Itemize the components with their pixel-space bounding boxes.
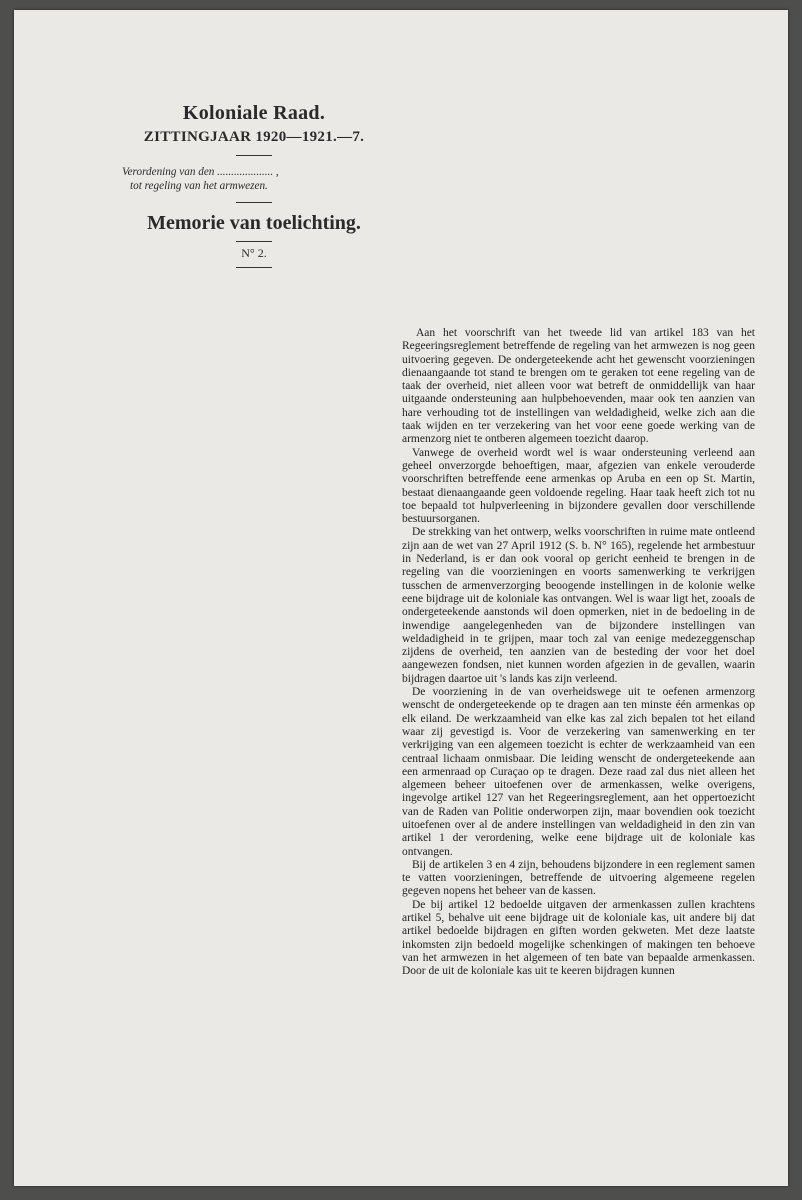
ordinance-line-2: tot regeling van het armwezen. — [130, 180, 268, 192]
document-number: N° 2. — [241, 246, 267, 260]
council-name: Koloniale Raad. — [182, 102, 326, 124]
session-year: ZITTINGJAAR 1920—1921.—7. — [143, 129, 365, 145]
divider — [236, 202, 272, 203]
paragraph: Aan het voorschrift van het tweede lid van artikel 183 van het Regeeringsreglement betreffende de regeling van het armwezen is nog geen uitvoering gegeven. De ondergeteekende acht het gewenscht voorzieningen dienaangaande tot stand te brengen om te geraken tot eene regeling van de taak der overheid, niet alleen voor wat betreft de onmiddellijk van haar uitgaande ondersteuning aan hulpbehoevenden, maar ook ten aanzien van hare verhouding tot de instellingen van weldadigheid, welke zich aan die taak wijden en ter verzekering van het voor eene goede werking van de armenzorg niet te ontberen algemeen toezicht daarop. — [402, 327, 755, 446]
paragraph: De bij artikel 12 bedoelde uitgaven der armenkassen zullen krachtens artikel 5, behalve uit eene bijdrage uit de koloniale kas, uit andere bij dat artikel bedoelde bijdragen en giften worden gekweten. Met deze laatste inkomsten zijn bedoeld mogelijke schenkingen of makingen ten behoeve van het armwezen in het algemeen of ten bate van bepaalde armenkassen. Door de uit de koloniale kas uit te keeren bijdragen kunnen — [402, 898, 755, 978]
paragraph: De strekking van het ontwerp, welks voorschriften in ruime mate ontleend zijn aan de wet van 27 April 1912 (S. b. N° 165), regelende het armbestuur in Nederland, is er dan ook vooral op gericht eenheid te brengen in de regeling van die voorzieningen en voorts samenwerking te verkrijgen tusschen de armenverzorging beoogende instellingen in de kolonie welke eene bijdrage uit de koloniale kas ontvangen. Wel is waar ligt het, zooals de ondergeteekende aanstonds wil doen opmerken, niet in de bedoeling in de inwendige aangelegenheden van de bijzondere instellingen van weldadigheid in te grijpen, maar toch zal van eenige medezeggenschap zijdens de overheid, ten aanzien van de besteding der voor het doel aangewezen fondsen, niet kunnen worden afgezien in de gevallen, waarin bijdragen daartoe uit 's lands kas zijn verleend. — [402, 526, 755, 685]
paragraph: Bij de artikelen 3 en 4 zijn, behoudens bijzondere in een reglement samen te vatten voorzieningen, betreffende de uitvoering algemeene regelen gegeven nopens het beheer van de kassen. — [402, 858, 755, 898]
ordinance-description — [122, 165, 394, 193]
document-header — [114, 102, 394, 274]
paragraph: Vanwege de overheid wordt wel is waar ondersteuning verleend aan geheel onverzorgde behoeftigen, maar, afgezien van enkele verouderde voorschriften betreffende eene armenkas op Aruba en een op St. Martin, bestaat dienaangaande geen voldoende regeling. Haar taak heeft zich tot nu toe bepaald tot hulpverleening in bijzondere gevallen door verschillende bestuursorganen. — [402, 446, 755, 526]
divider — [236, 241, 272, 242]
body-text — [402, 327, 755, 979]
document-title: Memorie van toelichting. — [147, 212, 361, 234]
divider — [236, 155, 272, 156]
paragraph: De voorziening in de van overheidswege uit te oefenen armenzorg wenscht de ondergeteekende op te dragen aan ten minste één armenkas op elk eiland. De werkzaamheid van elke kas zal zich bepalen tot het eiland waar zij gevestigd is. Voor de verzekering van samenwerking en ter verkrijging van een algemeen toezicht is echter de werkzaamheid van een centraal lichaam onmisbaar. Die leiding wenscht de ondergeteekende aan een armenraad op Curaçao op te dragen. Deze raad zal dus niet alleen het algemeen beheer uitoefenen over de armenkassen, welke overigens, ingevolge artikel 127 van het Regeeringsreglement, aan het oppertoezicht van de Raden van Politie onderworpen zijn, maar bovendien ook toezicht uitoefenen over al de andere instellingen van weldadigheid in den zin van artikel 1 der verordening, welke eene bijdrage uit de koloniale kas ontvangen. — [402, 686, 755, 858]
divider — [236, 267, 272, 268]
ordinance-line-1: Verordening van den .................... , — [122, 166, 279, 178]
document-page — [14, 10, 788, 1186]
